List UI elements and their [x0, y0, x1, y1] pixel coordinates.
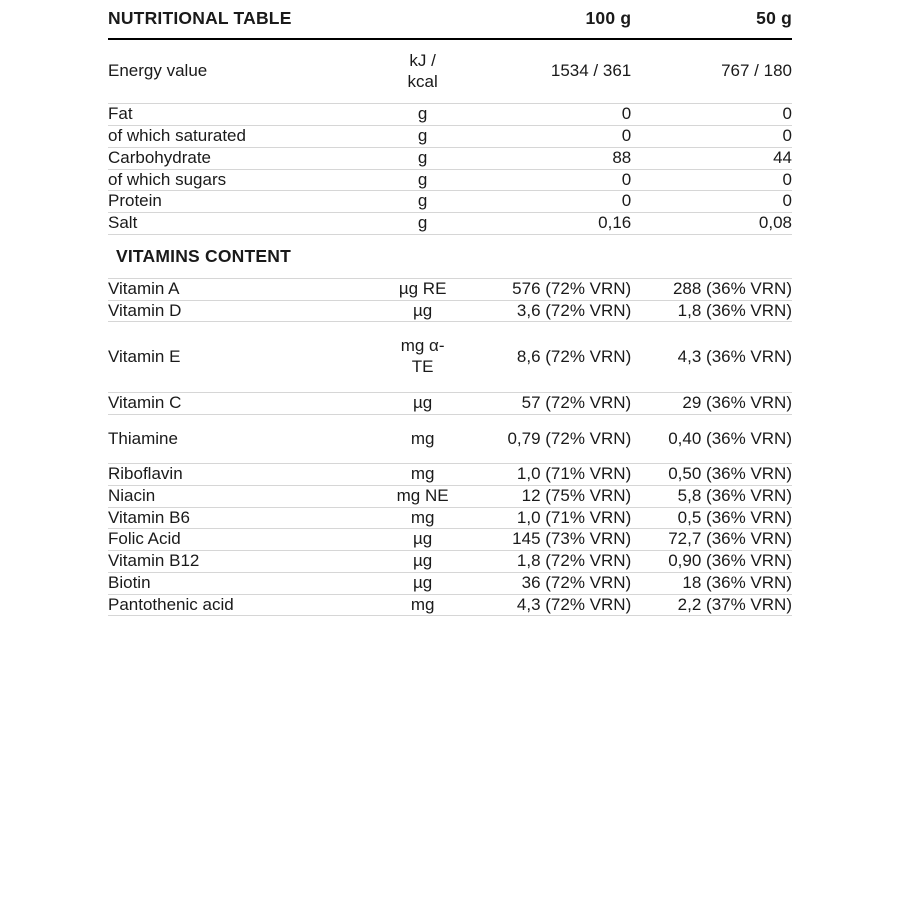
row-value-100g: 1,0 (71% VRN): [471, 464, 632, 486]
table-row: [108, 572, 792, 594]
row-label: Salt: [108, 213, 375, 235]
row-value-100g: 36 (72% VRN): [471, 572, 632, 594]
table-row: [108, 529, 792, 551]
row-label: Riboflavin: [108, 464, 375, 486]
header-unit-spacer: [375, 0, 471, 39]
row-unit: g: [375, 191, 471, 213]
row-label: Carbohydrate: [108, 147, 375, 169]
vitamins-section-header: [108, 234, 792, 278]
row-unit: [375, 39, 471, 104]
row-unit: mg: [375, 464, 471, 486]
row-value-50g: 0,50 (36% VRN): [631, 464, 792, 486]
row-unit: mg: [375, 507, 471, 529]
row-label: Pantothenic acid: [108, 594, 375, 616]
row-value-100g: 0,79 (72% VRN): [471, 414, 632, 464]
row-label: Protein: [108, 191, 375, 213]
row-value-100g: 145 (73% VRN): [471, 529, 632, 551]
row-unit: mg: [375, 594, 471, 616]
row-value-100g: 12 (75% VRN): [471, 486, 632, 508]
table-row: [108, 126, 792, 148]
row-value-50g: 72,7 (36% VRN): [631, 529, 792, 551]
row-value-100g: 0: [471, 191, 632, 213]
row-unit-line2: kcal: [407, 71, 438, 91]
row-unit: µg: [375, 392, 471, 414]
row-value-100g: 1,8 (72% VRN): [471, 551, 632, 573]
row-value-50g: 1,8 (36% VRN): [631, 300, 792, 322]
row-unit: g: [375, 104, 471, 126]
row-value-100g: 576 (72% VRN): [471, 278, 632, 300]
row-unit-line1: mg α-: [400, 336, 445, 356]
row-value-100g: 1,0 (71% VRN): [471, 507, 632, 529]
row-unit: µg RE: [375, 278, 471, 300]
row-value-100g: 0: [471, 126, 632, 148]
row-label: of which sugars: [108, 169, 375, 191]
row-value-100g: 88: [471, 147, 632, 169]
row-label: Energy value: [108, 39, 375, 104]
table-row: [108, 507, 792, 529]
row-label: Biotin: [108, 572, 375, 594]
row-value-50g: 767 / 180: [631, 39, 792, 104]
row-label: Vitamin D: [108, 300, 375, 322]
row-value-50g: 2,2 (37% VRN): [631, 594, 792, 616]
row-value-100g: 0,16: [471, 213, 632, 235]
row-value-50g: 0,90 (36% VRN): [631, 551, 792, 573]
row-value-100g: 1534 / 361: [471, 39, 632, 104]
row-value-50g: 18 (36% VRN): [631, 572, 792, 594]
row-value-50g: 288 (36% VRN): [631, 278, 792, 300]
table-row: [108, 300, 792, 322]
row-value-50g: 0: [631, 191, 792, 213]
table-row: [108, 147, 792, 169]
row-value-50g: 0: [631, 169, 792, 191]
row-unit: mg: [375, 414, 471, 464]
row-value-100g: 3,6 (72% VRN): [471, 300, 632, 322]
row-unit: µg: [375, 572, 471, 594]
row-unit: mg NE: [375, 486, 471, 508]
row-unit: µg: [375, 300, 471, 322]
row-value-50g: 0: [631, 104, 792, 126]
nutritional-table: [108, 0, 792, 616]
row-unit: [375, 322, 471, 392]
row-value-50g: 29 (36% VRN): [631, 392, 792, 414]
row-unit: µg: [375, 551, 471, 573]
row-label: Thiamine: [108, 414, 375, 464]
row-label: Folic Acid: [108, 529, 375, 551]
vitamins-section-title: VITAMINS CONTENT: [108, 234, 792, 278]
table-row: [108, 169, 792, 191]
row-unit: µg: [375, 529, 471, 551]
table-row: [108, 191, 792, 213]
table-row: [108, 414, 792, 464]
row-unit: g: [375, 126, 471, 148]
table-row: [108, 278, 792, 300]
table-row: [108, 213, 792, 235]
row-value-100g: 0: [471, 104, 632, 126]
row-value-50g: 0: [631, 126, 792, 148]
row-value-100g: 4,3 (72% VRN): [471, 594, 632, 616]
table-header-row: [108, 0, 792, 39]
header-col-100g: 100 g: [471, 0, 632, 39]
row-value-100g: 57 (72% VRN): [471, 392, 632, 414]
row-value-50g: 4,3 (36% VRN): [631, 322, 792, 392]
table-row: [108, 39, 792, 104]
row-label: Niacin: [108, 486, 375, 508]
row-label: Vitamin E: [108, 322, 375, 392]
row-label: Vitamin B12: [108, 551, 375, 573]
row-value-50g: 0,5 (36% VRN): [631, 507, 792, 529]
header-col-50g: 50 g: [631, 0, 792, 39]
row-label: of which saturated: [108, 126, 375, 148]
table-body: [108, 0, 792, 616]
row-label: Fat: [108, 104, 375, 126]
row-label: Vitamin C: [108, 392, 375, 414]
table-row: [108, 486, 792, 508]
table-row: [108, 392, 792, 414]
row-value-50g: 0,08: [631, 213, 792, 235]
row-value-50g: 5,8 (36% VRN): [631, 486, 792, 508]
row-unit: g: [375, 147, 471, 169]
row-value-50g: 44: [631, 147, 792, 169]
row-value-50g: 0,40 (36% VRN): [631, 414, 792, 464]
table-row: [108, 551, 792, 573]
table-row: [108, 322, 792, 392]
table-row: [108, 464, 792, 486]
row-unit-line2: TE: [411, 357, 434, 377]
row-value-100g: 8,6 (72% VRN): [471, 322, 632, 392]
row-unit: g: [375, 213, 471, 235]
row-label: Vitamin B6: [108, 507, 375, 529]
table-row: [108, 104, 792, 126]
row-unit: g: [375, 169, 471, 191]
table-row: [108, 594, 792, 616]
table-title: NUTRITIONAL TABLE: [108, 0, 375, 39]
row-unit-line1: kJ /: [409, 51, 436, 70]
row-label: Vitamin A: [108, 278, 375, 300]
row-value-100g: 0: [471, 169, 632, 191]
